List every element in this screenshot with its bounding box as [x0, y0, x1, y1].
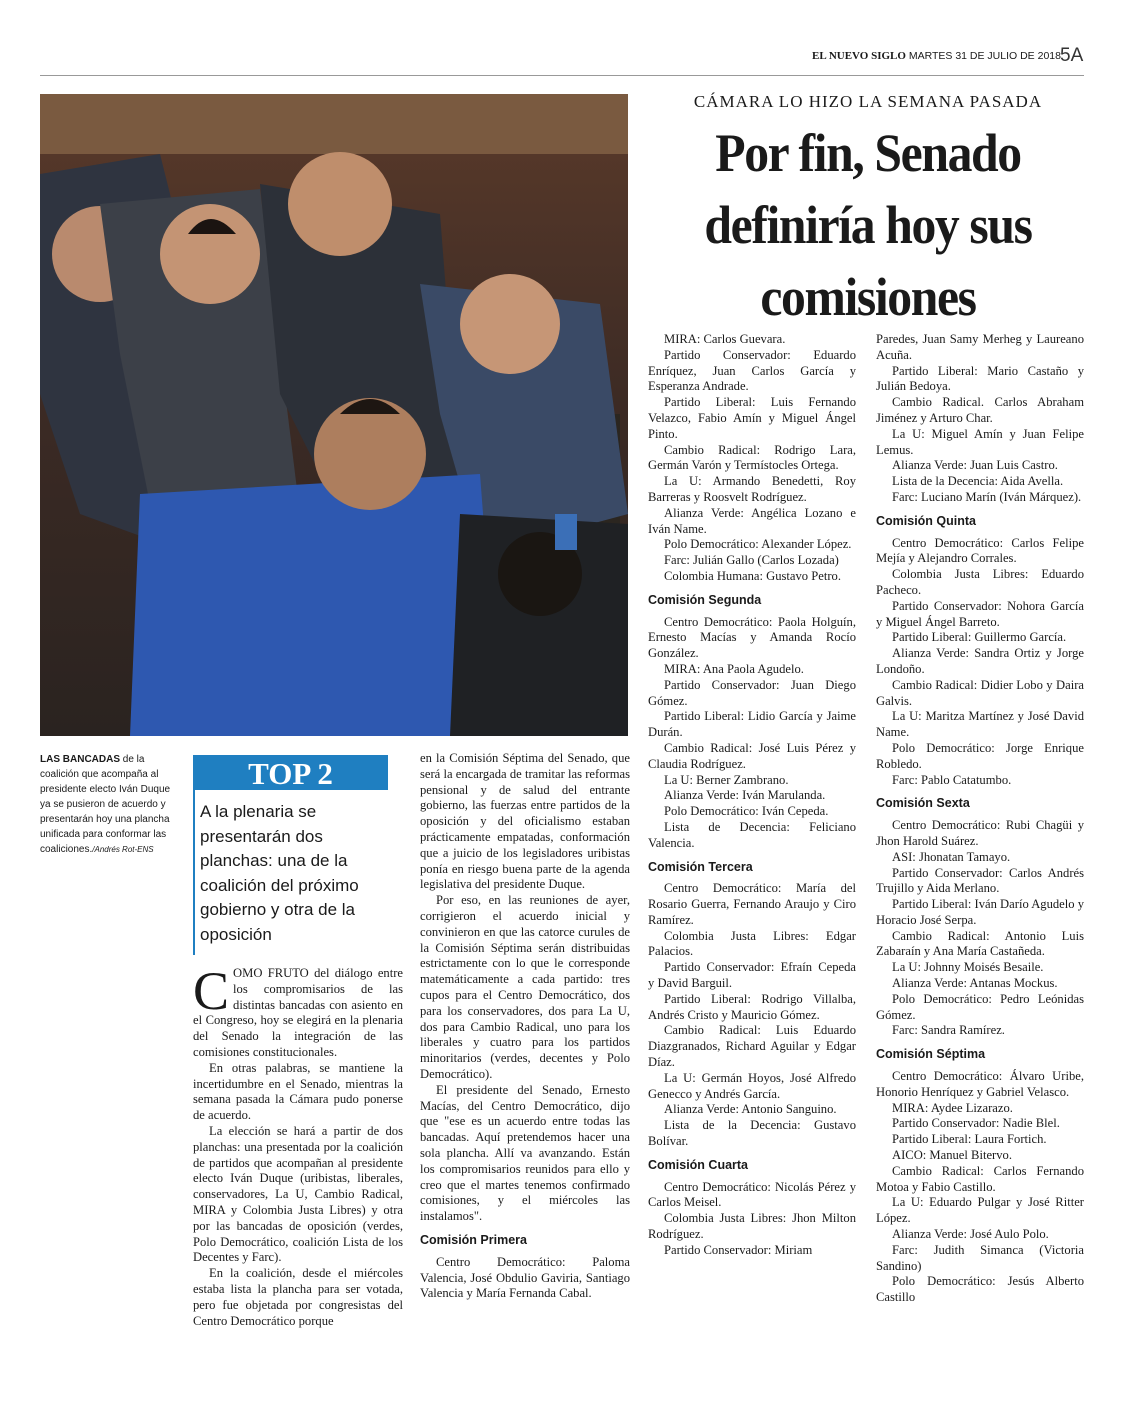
kicker: CÁMARA LO HIZO LA SEMANA PASADA: [693, 92, 1043, 111]
paragraph: Cambio Radical: Luis Eduardo Diazgranados, Richard Aguilar y Edgar Díaz.: [648, 1023, 856, 1070]
paragraph: La elección se hará a partir de dos planchas: una presentada por la coalición de partidos que acompañan al presidente electo Iván Duque (uribistas, liberales, conservadores, La U, Cambio Radical, MIRA y Colombia Justa Libres) y otra por las bancadas de oposición (verdes, Polo Democrático, coalición Lista de los Decentes y Farc).: [193, 1123, 403, 1265]
paragraph: Colombia Justa Libres: Edgar Palacios.: [648, 928, 856, 959]
paragraph: Partido Conservador: Miriam: [664, 1242, 813, 1257]
paragraph: Lista de la Decencia: Aida Avella.: [892, 474, 1064, 489]
photo-illustration: [40, 94, 628, 736]
article-column-3: [648, 332, 856, 1259]
paragraph: La U: Miguel Amín y Juan Felipe Lemus.: [876, 426, 1084, 457]
headline: Por fin, Senado definiría hoy sus comisiones: [704, 123, 1032, 327]
paragraph: MIRA: Ana Paola Agudelo.: [664, 661, 804, 676]
news-photo: [40, 94, 628, 736]
paragraph: En la coalición, desde el miércoles estaba lista la plancha para ser votada, pero fue objetada por congresistas del Centro Democrático porque: [193, 1266, 403, 1328]
paragraph: Partido Liberal: Iván Darío Agudelo y Horacio José Serpa.: [876, 897, 1085, 927]
newspaper-name: EL NUEVO SIGLO: [812, 50, 906, 62]
paragraph: Polo Democrático: Alexander López.: [664, 537, 852, 552]
paragraph: Colombia Justa Libres: Eduardo Pacheco.: [876, 567, 1084, 597]
paragraph: Cambio Radical: José Luis Pérez y Claudia Rodríguez.: [648, 740, 856, 771]
paragraph: Alianza Verde: Antanas Mockus.: [892, 976, 1058, 991]
paragraph: AICO: Manuel Bitervo.: [892, 1148, 1012, 1163]
paragraph: Alianza Verde: José Aulo Polo.: [892, 1227, 1049, 1242]
paragraph: La U: Eduardo Pulgar y José Ritter López.: [876, 1195, 1084, 1226]
paragraph: La U: Berner Zambrano.: [664, 772, 789, 787]
paragraph: MIRA: Aydee Lizarazo.: [892, 1100, 1013, 1115]
paragraph: Partido Liberal: Lidio García y Jaime Durán.: [648, 709, 856, 740]
paragraph: Colombia Humana: Gustavo Petro.: [664, 568, 841, 583]
paragraph: Centro Democrático: Carlos Felipe Mejía y Alejandro Corrales.: [876, 535, 1084, 566]
pull-quote: A la plenaria se presentarán dos planchas: una de la coalición del próximo gobierno y otra de la oposición: [200, 802, 359, 944]
section-heading: Comisión Quinta: [876, 513, 976, 528]
paragraph: Centro Democrático: Rubi Chagüi y Jhon Harold Suárez.: [876, 818, 1084, 848]
paragraph: Partido Conservador: Nohora García y Miguel Ángel Barreto.: [876, 598, 1084, 629]
paragraph: Farc: Sandra Ramírez.: [892, 1023, 1005, 1038]
paragraph: Cambio Radical: Antonio Luis Zabaraín y Ana María Castañeda.: [876, 928, 1084, 959]
paragraph: Alianza Verde: Sandra Ortiz y Jorge Londoño.: [876, 646, 1084, 676]
paragraph: Colombia Justa Libres: Jhon Milton Rodríguez.: [648, 1211, 856, 1242]
paragraph: Alianza Verde: Iván Marulanda.: [664, 788, 826, 803]
paragraph: La U: Maritza Martínez y José David Name.: [876, 709, 1084, 740]
section-heading: Comisión Sexta: [876, 796, 970, 811]
paragraph: Partido Conservador: Nadie Blel.: [892, 1116, 1060, 1131]
section-heading: Comisión Séptima: [876, 1047, 986, 1062]
paragraph: En otras palabras, se mantiene la incertidumbre en el Senado, mientras la semana pasada la Cámara pudo ponerse de acuerdo.: [193, 1060, 403, 1123]
paragraph: Partido Conservador: Efraín Cepeda y David Barguil.: [648, 960, 856, 991]
paragraph: La U: Armando Benedetti, Roy Barreras y Roosvelt Rodríguez.: [648, 474, 856, 504]
paragraph: Partido Liberal: Luis Fernando Velazco, Fabio Amín y Miguel Ángel Pinto.: [648, 395, 856, 441]
page-header: [812, 50, 1061, 62]
paragraph: Farc: Luciano Marín (Iván Márquez).: [892, 489, 1082, 504]
article-column-1: [193, 961, 403, 1329]
paragraph: Por eso, en las reuniones de ayer, corrigieron el acuerdo inicial y convinieron en que las catorce curules de la Comisión Séptima serán distribuidas estrictamente con lo que le corresponde matemáticamente a cada partido: tres cupos para el Centro Democrático, dos para los conservadores, dos para La U, dos para Cambio Radical, uno para los liberales y cuatro para los partidos minoritarios (verdes, decentes y Polo Democrático).: [420, 893, 630, 1081]
paragraph: Partido Conservador: Eduardo Enríquez, Juan Carlos García y Esperanza Andrade.: [648, 347, 856, 394]
article-column-4: [876, 332, 1084, 1306]
paragraph: Partido Conservador: Juan Diego Gómez.: [648, 677, 856, 708]
caption-text: de la coalición que acompaña al presidente electo Iván Duque ya se pusieron de acuerdo y presentarán hoy una plancha unificada para conformar las coaliciones.: [40, 754, 171, 855]
photo-credit: /Andrés Rot-ENS: [92, 845, 154, 854]
paragraph: en la Comisión Séptima del Senado, que será la encargada de tramitar las reformas pensional y de salud del entrante gobierno, las fuerzas entre partidos de la oposición y del oficialismo estaban prácticamente empatadas, conformación que a juicio de los legisladores uribistas ponía en riesgo buena parte de la agenda legislativa del presidente Duque.: [420, 751, 630, 892]
paragraph: Partido Conservador: Carlos Andrés Trujillo y Aida Merlano.: [876, 865, 1084, 896]
top-label: TOP 2: [193, 755, 388, 790]
paragraph: Lista de Decencia: Feliciano Valencia.: [648, 819, 856, 850]
paragraph: Alianza Verde: Juan Luis Castro.: [892, 458, 1058, 473]
paragraph: Partido Liberal: Rodrigo Villalba, Andrés Cristo y Mauricio Gómez.: [648, 991, 856, 1022]
photo-caption: [40, 752, 180, 857]
paragraph: Cambio Radical: Carlos Fernando Motoa y Fabio Castillo.: [876, 1163, 1084, 1194]
paragraph: Centro Democrático: María del Rosario Guerra, Fernando Araujo y Ciro Ramírez.: [648, 881, 856, 927]
paragraph: Partido Liberal: Guillermo García.: [892, 630, 1067, 645]
paragraph: Partido Liberal: Mario Castaño y Julián Bedoya.: [876, 363, 1084, 394]
paragraph: Centro Democrático: Nicolás Pérez y Carlos Meisel.: [648, 1179, 856, 1210]
paragraph: Cambio Radical: Didier Lobo y Daira Galvis.: [876, 677, 1084, 708]
lead-paragraph: [193, 961, 403, 1061]
paragraph: Polo Democrático: Jorge Enrique Robledo.: [876, 740, 1084, 771]
section-heading: Comisión Primera: [420, 1232, 527, 1247]
paragraph: Polo Democrático: Pedro Leónidas Gómez.: [876, 991, 1084, 1022]
paragraph: Polo Democrático: Iván Cepeda.: [664, 804, 829, 819]
paragraph: La U: Germán Hoyos, José Alfredo Genecco y Andrés García.: [648, 1070, 856, 1101]
section-heading: Comisión Cuarta: [648, 1157, 749, 1172]
paragraph: Farc: Julián Gallo (Carlos Lozada): [664, 553, 839, 568]
section-heading: Comisión Segunda: [648, 592, 762, 607]
page-number: 5A: [1060, 45, 1084, 66]
paragraph: Polo Democrático: Jesús Alberto Castillo: [876, 1274, 1084, 1305]
section-heading: Comisión Tercera: [648, 859, 753, 874]
lead-text: OMO FRUTO del diálogo entre los compromisarios de las distintas bancadas con asiento en el Congreso, hoy se elegirá en la plenaria del Senado la integración de las comisiones constitucionales.: [193, 966, 403, 1059]
paragraph: Partido Liberal: Laura Fortich.: [892, 1132, 1047, 1147]
paragraph: La U: Johnny Moisés Besaile.: [892, 960, 1044, 975]
paragraph: Cambio Radical: Rodrigo Lara, Germán Varón y Termístocles Ortega.: [648, 442, 856, 473]
paragraph: Farc: Judith Simanca (Victoria Sandino): [876, 1242, 1084, 1273]
caption-lead: LAS BANCADAS: [40, 754, 120, 765]
paragraph: Centro Democrático: Paloma Valencia, José Obdulio Gaviria, Santiago Valencia y María Fernanda Cabal.: [420, 1254, 630, 1301]
paragraph: Alianza Verde: Antonio Sanguino.: [664, 1102, 837, 1117]
paragraph: Centro Democrático: Paola Holguín, Ernesto Macías y Amanda Rocío González.: [648, 614, 856, 661]
paragraph: Lista de la Decencia: Gustavo Bolívar.: [648, 1118, 856, 1149]
paragraph: Alianza Verde: Angélica Lozano e Iván Name.: [648, 505, 856, 536]
paragraph: Farc: Pablo Catatumbo.: [892, 772, 1012, 787]
issue-date: MARTES 31 DE JULIO DE 2018: [908, 50, 1061, 62]
paragraph: Paredes, Juan Samy Merheg y Laureano Acuña.: [876, 332, 1084, 362]
article-column-2: [420, 751, 630, 1302]
paragraph: El presidente del Senado, Ernesto Macías, del Centro Democrático, dijo que "ese es un acuerdo entre todas las bancadas. Aquí pretendemos hacer una sola plancha. Allí va avanzando. Están los compromisarios reunidos para ello y creo que el martes tenemos confirmado comisiones, y el miércoles las instalamos".: [420, 1082, 630, 1224]
drop-cap: C: [193, 961, 230, 1021]
paragraph: Cambio Radical. Carlos Abraham Jiménez y Arturo Char.: [876, 395, 1084, 425]
paragraph: MIRA: Carlos Guevara.: [664, 332, 786, 346]
header-rule: [40, 75, 1084, 76]
paragraph: ASI: Jhonatan Tamayo.: [892, 849, 1011, 864]
paragraph: Centro Democrático: Álvaro Uribe, Honorio Henríquez y Gabriel Velasco.: [876, 1069, 1084, 1099]
